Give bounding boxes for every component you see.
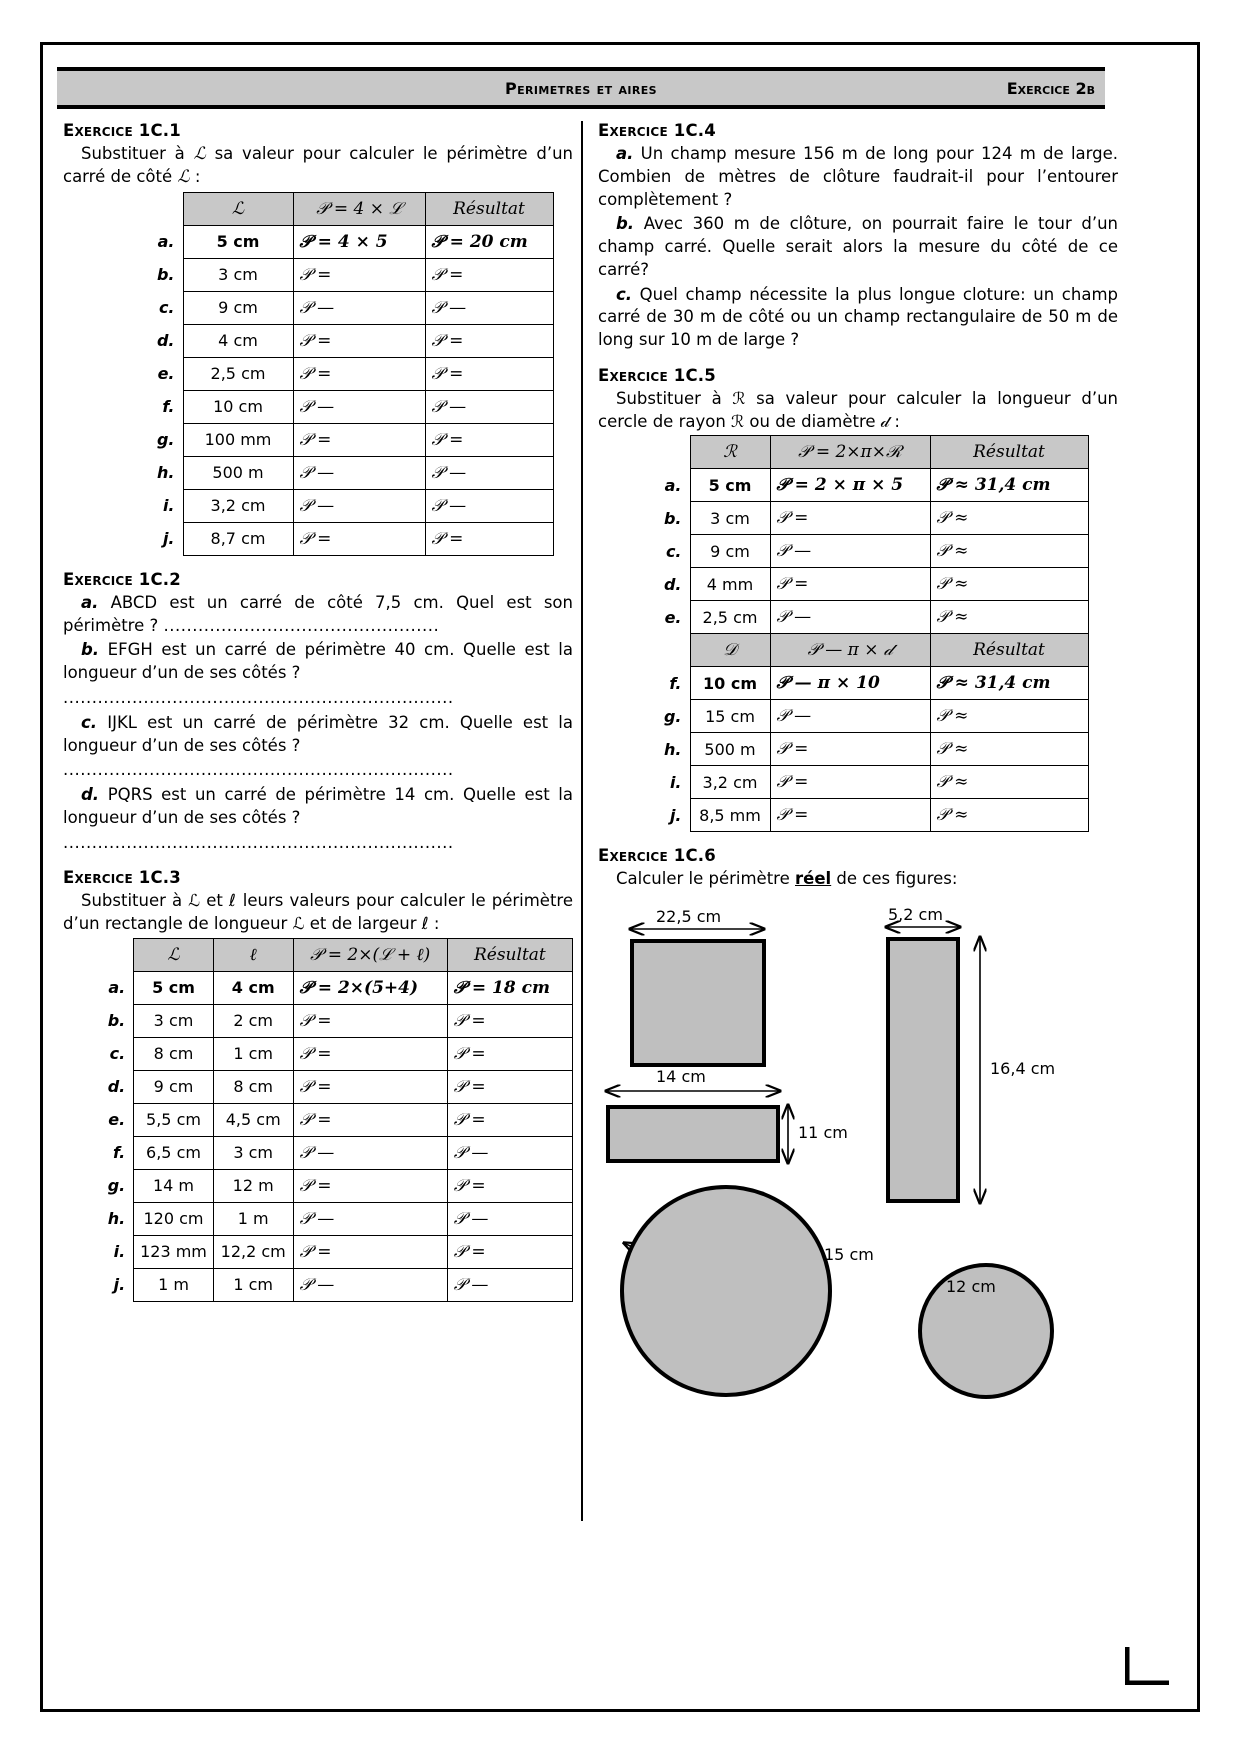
row-label: d. [156, 331, 175, 351]
table-row [131, 456, 553, 489]
table-row [638, 700, 1088, 733]
cell-result[interactable]: 𝒫 ≈ [930, 535, 1088, 568]
col-header-D: 𝒟 [690, 634, 770, 667]
table-row [131, 291, 553, 324]
cell-length[interactable]: 5 cm [134, 971, 214, 1004]
row-label: c. [158, 298, 175, 318]
col-header-formula-d: 𝒫 — π × 𝒹 [770, 634, 930, 667]
col-header-result: Résultat [930, 436, 1088, 469]
exercise-1c4-item-a [598, 143, 1118, 211]
intro-part-a: Substituer à [81, 144, 194, 163]
item-label-a: a. [616, 144, 634, 163]
item-text-c: IJKL est un carré de périmètre 32 cm. Quelle est la longueur d’un de ses côtés ? [63, 712, 573, 755]
left-column [63, 121, 573, 1316]
cell-formula[interactable]: 𝒫 — [770, 601, 930, 634]
col-header-formula: 𝒫 = 2×(ℒ + ℓ) [293, 938, 447, 971]
table-row [83, 1136, 573, 1169]
cell-result[interactable]: 𝒫 = [425, 258, 553, 291]
item-label-c: c. [81, 712, 98, 732]
cell-value[interactable]: 4 mm [690, 568, 770, 601]
figure-tall-rectangle [886, 937, 960, 1203]
cell-formula[interactable]: 𝒫 — [770, 535, 930, 568]
cell-result[interactable]: 𝒫 = 18 cm [447, 971, 572, 1004]
cell-formula[interactable]: 𝒫 — [293, 1202, 447, 1235]
cell-length[interactable]: 5,5 cm [134, 1103, 214, 1136]
table-header-row [131, 192, 553, 225]
symbol-L-1: ℒ [193, 144, 206, 164]
cell-result[interactable]: 𝒫 = [447, 1004, 572, 1037]
exercise-1c5-title: Exercice 1C.5 [598, 365, 716, 385]
row-label: e. [664, 607, 682, 627]
table-1c5-body [638, 436, 1088, 832]
label-square-width: 22,5 cm [656, 907, 722, 927]
table-row [83, 1169, 573, 1202]
cell-value[interactable]: 9 cm [183, 291, 293, 324]
exercise-1c3-intro: Substituer à ℒ et ℓ leurs valeurs pour calculer le périmètre d’un rectangle de longueur ℒ et de largeur ℓ : [63, 891, 573, 934]
item-text-d: PQRS est un carré de périmètre 14 cm. Quelle est la longueur d’un de ses côtés ? [63, 785, 573, 827]
cell-formula[interactable]: 𝒫 — [293, 1268, 447, 1301]
cell-result[interactable]: 𝒫 = [425, 522, 553, 555]
table-row [83, 1268, 573, 1301]
cell-formula[interactable]: 𝒫 = [293, 357, 425, 390]
table-row [83, 1037, 573, 1070]
cell-value[interactable]: 10 cm [690, 667, 770, 700]
worksheet-page [40, 42, 1200, 1712]
cell-width[interactable]: 8 cm [213, 1070, 293, 1103]
figures-panel [598, 895, 1108, 1405]
row-label: f. [669, 673, 682, 693]
cell-value[interactable]: 2,5 cm [183, 357, 293, 390]
right-column [598, 121, 1118, 1419]
cell-result[interactable]: 𝒫 ≈ 31,4 cm [930, 469, 1088, 502]
cell-width[interactable]: 12 m [213, 1169, 293, 1202]
cell-formula[interactable]: 𝒫 = [293, 1235, 447, 1268]
exercise-1c6-title: Exercice 1C.6 [598, 846, 716, 866]
cell-formula[interactable]: 𝒫 = [293, 258, 425, 291]
table-row [638, 535, 1088, 568]
label-tall-width: 5,2 cm [888, 905, 943, 925]
cell-result[interactable]: 𝒫 ≈ [930, 568, 1088, 601]
row-label [638, 436, 690, 469]
item-text-c: Quel champ nécessite la plus longue cloture: un champ carré de 30 m de côté ou un champ rectangulaire de 50 m de long sur 10 m de large ? [598, 284, 1118, 350]
exercise-1c2-item-b [63, 639, 573, 685]
cell-result[interactable]: 𝒫 = [447, 1103, 572, 1136]
cell-result[interactable]: 𝒫 — [425, 390, 553, 423]
row-label: j. [669, 805, 682, 825]
table-row [131, 225, 553, 258]
exercise-1c1-intro [63, 143, 573, 190]
table-1c1 [131, 192, 554, 556]
table-1c3 [83, 938, 573, 1302]
row-label: a. [108, 978, 126, 998]
cell-value[interactable]: 5 cm [183, 225, 293, 258]
exercise-1c4 [598, 121, 1118, 352]
cell-width[interactable]: 3 cm [213, 1136, 293, 1169]
table-row [131, 522, 553, 555]
cell-result[interactable]: 𝒫 = 20 cm [425, 225, 553, 258]
cell-formula[interactable]: 𝒫 = [770, 733, 930, 766]
cell-width[interactable]: 1 m [213, 1202, 293, 1235]
table-row [83, 1235, 573, 1268]
exercise-1c4-title: Exercice 1C.4 [598, 121, 716, 140]
table-row [131, 324, 553, 357]
item-label-b: b. [616, 214, 635, 234]
row-label: h. [157, 463, 175, 483]
cell-value[interactable]: 2,5 cm [690, 601, 770, 634]
row-label: b. [156, 265, 175, 285]
cell-length[interactable]: 120 cm [134, 1202, 214, 1235]
cell-value[interactable]: 3 cm [183, 258, 293, 291]
table-row [131, 489, 553, 522]
intro-part-b: sa valeur pour calculer le périmètre d’un carré de côté [63, 144, 573, 187]
cell-length[interactable]: 1 m [134, 1268, 214, 1301]
intro-part-c: : [189, 167, 201, 187]
table-row [83, 1103, 573, 1136]
cell-result[interactable]: 𝒫 = [447, 1169, 572, 1202]
cell-formula[interactable]: 𝒫 — [770, 700, 930, 733]
row-label: i. [162, 496, 175, 516]
item-label-a: a. [81, 592, 99, 612]
row-label: d. [663, 574, 682, 594]
cell-value[interactable]: 8,5 mm [690, 799, 770, 832]
exercise-1c5-intro: Substituer à ℛ sa valeur pour calculer la longueur d’un cercle de rayon ℛ ou de diamètre 𝒹 : [598, 388, 1118, 431]
row-label: g. [663, 706, 682, 726]
cell-formula[interactable]: 𝒫 = [293, 1037, 447, 1070]
cell-formula[interactable]: 𝒫 = [293, 423, 425, 456]
cell-formula[interactable]: 𝒫 = [293, 1103, 447, 1136]
cell-formula[interactable]: 𝒫 = 4 × 5 [293, 225, 425, 258]
cell-length[interactable]: 14 m [134, 1169, 214, 1202]
cell-result[interactable]: 𝒫 ≈ [930, 601, 1088, 634]
cell-length[interactable]: 123 mm [134, 1235, 214, 1268]
table-row [638, 766, 1088, 799]
cell-result[interactable]: 𝒫 ≈ 31,4 cm [930, 667, 1088, 700]
row-label: f. [113, 1143, 126, 1163]
table-header-row [638, 634, 1088, 667]
label-big-circle-radius: 15 cm [824, 1245, 874, 1265]
item-text-b: EFGH est un carré de périmètre 40 cm. Quelle est la longueur d’un de ses côtés ? [63, 640, 573, 683]
item-label-d: d. [81, 785, 100, 805]
row-label [638, 634, 690, 667]
cell-formula[interactable]: 𝒫 = [293, 1169, 447, 1202]
cell-width[interactable]: 4,5 cm [213, 1103, 293, 1136]
cell-length[interactable]: 8 cm [134, 1037, 214, 1070]
cell-value[interactable]: 9 cm [690, 535, 770, 568]
answer-line-a[interactable]: ................................................ [163, 615, 440, 635]
col-header-R: ℛ [690, 436, 770, 469]
cell-formula[interactable]: 𝒫 — π × 10 [770, 667, 930, 700]
page-corner-mark [1125, 1645, 1171, 1685]
cell-result[interactable]: 𝒫 = [447, 1235, 572, 1268]
table-row [83, 1070, 573, 1103]
cell-value[interactable]: 500 m [690, 733, 770, 766]
table-1c3-body [83, 938, 573, 1301]
row-label: e. [108, 1110, 126, 1130]
cell-formula[interactable]: 𝒫 = 2×(5+4) [293, 971, 447, 1004]
cell-formula[interactable]: 𝒫 — [293, 390, 425, 423]
cell-result[interactable]: 𝒫 — [425, 291, 553, 324]
cell-result[interactable]: 𝒫 — [425, 489, 553, 522]
table-row [638, 568, 1088, 601]
table-row [131, 390, 553, 423]
cell-formula[interactable]: 𝒫 = [293, 324, 425, 357]
figure-small-rectangle [606, 1105, 780, 1163]
item-text-b: Avec 360 m de clôture, on pourrait faire le tour d’un champ carré. Quelle serait alors la mesure du côté de ce carré? [598, 214, 1118, 279]
col-header-formula: 𝒫 = 2×π×ℛ [770, 436, 930, 469]
cell-formula[interactable]: 𝒫 = 2 × π × 5 [770, 469, 930, 502]
row-label: a. [157, 232, 175, 252]
exercise-1c3-title: Exercice 1C.3 [63, 868, 181, 888]
table-1c1-body [131, 192, 553, 555]
page-header-band [57, 67, 1105, 109]
row-label: c. [109, 1044, 126, 1064]
cell-length[interactable]: 6,5 cm [134, 1136, 214, 1169]
exercise-1c4-item-c [598, 284, 1118, 352]
row-label: b. [107, 1011, 126, 1031]
row-label: c. [665, 541, 682, 561]
symbol-L-2: ℒ [177, 167, 190, 188]
cell-result[interactable]: 𝒫 = [425, 357, 553, 390]
header-exercise-code: Exercice 2b [1006, 78, 1095, 98]
row-label: d. [107, 1077, 126, 1097]
table-row [638, 667, 1088, 700]
table-header-row [638, 436, 1088, 469]
row-label: a. [664, 475, 682, 495]
exercise-1c1 [63, 121, 573, 556]
cell-value[interactable]: 4 cm [183, 324, 293, 357]
cell-result[interactable]: 𝒫 = [447, 1037, 572, 1070]
answer-line-c[interactable]: .................................................................... [63, 760, 454, 780]
cell-length[interactable]: 9 cm [134, 1070, 214, 1103]
row-label: e. [157, 364, 175, 384]
column-divider [581, 121, 583, 1521]
table-row [131, 357, 553, 390]
cell-result[interactable]: 𝒫 — [447, 1136, 572, 1169]
label-small-rect-width: 14 cm [656, 1067, 706, 1087]
cell-width[interactable]: 1 cm [213, 1037, 293, 1070]
cell-value[interactable]: 5 cm [690, 469, 770, 502]
item-label-b: b. [81, 640, 100, 660]
cell-value[interactable]: 8,7 cm [183, 522, 293, 555]
item-text-a: Un champ mesure 156 m de long pour 124 m de large. Combien de mètres de clôture faudrait-il pour l’entourer complètement ? [598, 144, 1118, 209]
exercise-1c1-title: Exercice 1C.1 [63, 121, 181, 140]
cell-formula[interactable]: 𝒫 — [293, 456, 425, 489]
cell-result[interactable]: 𝒫 ≈ [930, 766, 1088, 799]
cell-value[interactable]: 10 cm [183, 390, 293, 423]
header-title: Perimetres et aires [505, 78, 657, 98]
cell-formula[interactable]: 𝒫 = [293, 1004, 447, 1037]
cell-formula[interactable]: 𝒫 = [770, 799, 930, 832]
label-tall-height: 16,4 cm [990, 1059, 1056, 1079]
table-row [131, 423, 553, 456]
cell-formula[interactable]: 𝒫 = [770, 568, 930, 601]
cell-value[interactable]: 15 cm [690, 700, 770, 733]
cell-result[interactable]: 𝒫 = [447, 1070, 572, 1103]
exercise-1c2-item-d [63, 784, 573, 830]
cell-width[interactable]: 12,2 cm [213, 1235, 293, 1268]
row-label: f. [162, 397, 175, 417]
row-label [131, 192, 183, 225]
col-header-result: Résultat [425, 192, 553, 225]
cell-formula[interactable]: 𝒫 — [293, 489, 425, 522]
cell-value[interactable]: 500 m [183, 456, 293, 489]
exercise-1c6-intro [598, 868, 1118, 891]
row-label: j. [162, 529, 175, 549]
col-header-L: ℒ [183, 192, 293, 225]
table-row [83, 971, 573, 1004]
exercise-1c2-item-a [63, 592, 573, 638]
exercise-1c5 [598, 366, 1118, 833]
table-row [638, 469, 1088, 502]
cell-value[interactable]: 100 mm [183, 423, 293, 456]
cell-value[interactable]: 3 cm [690, 502, 770, 535]
cell-formula[interactable]: 𝒫 — [293, 1136, 447, 1169]
exercise-1c2-item-c [63, 712, 573, 758]
cell-value[interactable]: 3,2 cm [183, 489, 293, 522]
col-header-result: Résultat [447, 938, 572, 971]
intro-pre: Calculer le périmètre [616, 869, 795, 889]
table-row [131, 258, 553, 291]
row-label: g. [156, 430, 175, 450]
table-row [83, 1004, 573, 1037]
figure-big-circle [620, 1185, 832, 1397]
exercise-1c6 [598, 846, 1118, 1405]
col-header-l: ℓ [213, 938, 293, 971]
cell-formula[interactable]: 𝒫 = [770, 502, 930, 535]
cell-result[interactable]: 𝒫 — [447, 1202, 572, 1235]
exercise-1c2 [63, 570, 573, 854]
label-small-circle-diameter: 12 cm [946, 1277, 996, 1297]
cell-result[interactable]: 𝒫 ≈ [930, 733, 1088, 766]
table-row [638, 502, 1088, 535]
cell-width[interactable]: 2 cm [213, 1004, 293, 1037]
col-header-formula: 𝒫 = 4 × ℒ [293, 192, 425, 225]
page-inner [53, 55, 1189, 1701]
intro-post: de ces figures: [831, 869, 958, 889]
table-header-row [83, 938, 573, 971]
intro-emphasis: réel [795, 869, 832, 889]
row-label: g. [107, 1176, 126, 1196]
cell-formula[interactable]: 𝒫 = [293, 522, 425, 555]
cell-result[interactable]: 𝒫 — [447, 1268, 572, 1301]
col-header-result-d: Résultat [930, 634, 1088, 667]
cell-result[interactable]: 𝒫 ≈ [930, 799, 1088, 832]
row-label: j. [113, 1275, 126, 1295]
row-label: h. [664, 739, 682, 759]
row-label [83, 938, 134, 971]
label-small-rect-height: 11 cm [798, 1123, 848, 1143]
cell-formula[interactable]: 𝒫 — [293, 291, 425, 324]
table-1c5 [638, 435, 1089, 832]
row-label: i. [669, 772, 682, 792]
table-row [638, 601, 1088, 634]
col-header-L: ℒ [134, 938, 214, 971]
row-label: b. [663, 508, 682, 528]
exercise-1c2-title: Exercice 1C.2 [63, 569, 181, 589]
item-label-c: c. [616, 284, 633, 304]
answer-line-d[interactable]: .................................................................... [63, 832, 454, 852]
cell-length[interactable]: 3 cm [134, 1004, 214, 1037]
cell-width[interactable]: 4 cm [213, 971, 293, 1004]
cell-formula[interactable]: 𝒫 = [293, 1070, 447, 1103]
cell-result[interactable]: 𝒫 = [425, 423, 553, 456]
cell-width[interactable]: 1 cm [213, 1268, 293, 1301]
item-text-a: ABCD est un carré de côté 7,5 cm. Quel est son périmètre ? [63, 592, 573, 635]
table-row [638, 733, 1088, 766]
figure-big-square [630, 939, 766, 1067]
cell-formula[interactable]: 𝒫 = [770, 766, 930, 799]
table-row [638, 799, 1088, 832]
table-row [83, 1202, 573, 1235]
row-label: i. [113, 1242, 126, 1262]
answer-line-b[interactable]: .................................................................... [63, 687, 454, 707]
cell-value[interactable]: 3,2 cm [690, 766, 770, 799]
exercise-1c3 [63, 868, 573, 1302]
cell-result[interactable]: 𝒫 = [425, 324, 553, 357]
exercise-1c4-item-b [598, 213, 1118, 281]
cell-result[interactable]: 𝒫 ≈ [930, 502, 1088, 535]
row-label: h. [107, 1209, 126, 1229]
cell-result[interactable]: 𝒫 ≈ [930, 700, 1088, 733]
cell-result[interactable]: 𝒫 — [425, 456, 553, 489]
